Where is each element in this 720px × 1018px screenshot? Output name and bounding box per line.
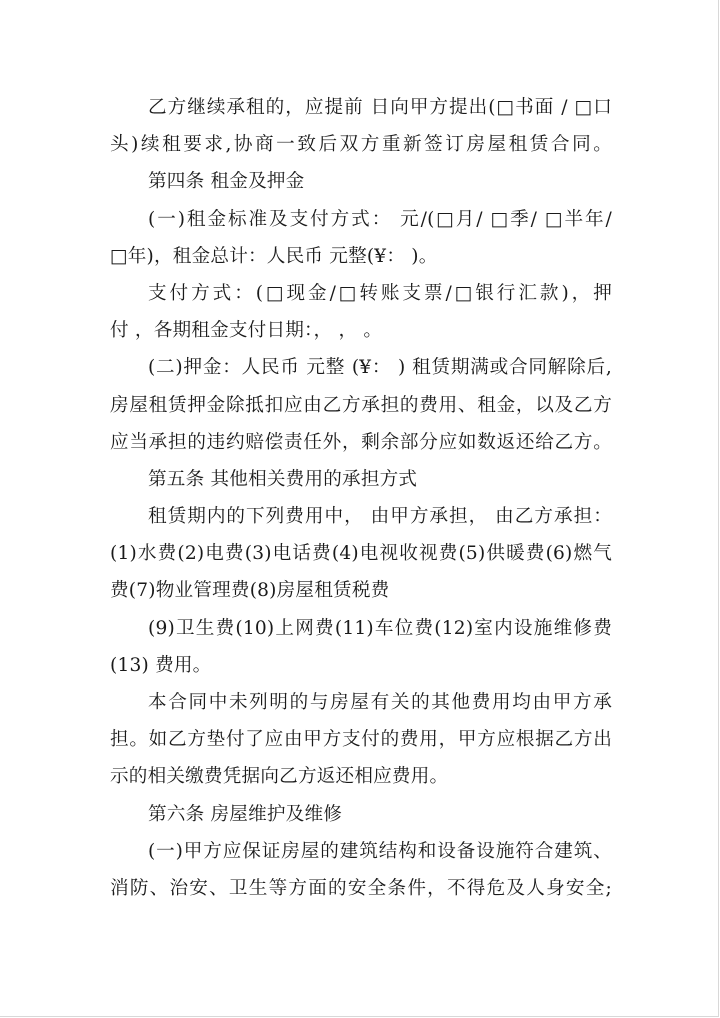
paragraph-line: □年)，租金总计：人民币 元整(¥： )。 (110, 245, 438, 267)
paragraph-line: 头)续租要求,协商一致后双方重新签订房屋租赁合同。 (110, 134, 612, 156)
paragraph-line: 支付方式：(□现金/□转账支票/□银行汇款)，押 (148, 282, 612, 304)
paragraph-line: 房屋租赁押金除抵扣应由乙方承担的费用、租金，以及乙方 (110, 394, 612, 416)
paragraph-line: 消防、治安、卫生等方面的安全条件，不得危及人身安全; (110, 877, 612, 899)
paragraph-line: (一)甲方应保证房屋的建筑结构和设备设施符合建筑、 (148, 840, 612, 862)
paragraph-line: 示的相关缴费凭据向乙方返还相应费用。 (110, 766, 449, 788)
paragraph-line: (9)卫生费(10)上网费(11)车位费(12)室内设施维修费 (148, 617, 612, 639)
paragraph-line: 付 ，各期租金支付日期：， ， 。 (110, 320, 383, 342)
section-heading-5: 第五条 其他相关费用的承担方式 (148, 468, 418, 490)
paragraph-line: (13) 费用。 (110, 654, 212, 676)
paragraph-line: 担。如乙方垫付了应由甲方支付的费用，甲方应根据乙方出 (110, 729, 612, 751)
paragraph-line: 本合同中未列明的与房屋有关的其他费用均由甲方承 (148, 692, 612, 713)
paragraph-line: 乙方继续承租的，应提前 日向甲方提出(□书面 / □口 (148, 97, 612, 118)
paragraph-line: 应当承担的违约赔偿责任外，剩余部分应如数返还给乙方。 (110, 431, 612, 453)
section-heading-6: 第六条 房屋维护及维修 (148, 803, 343, 825)
paragraph-line: 租赁期内的下列费用中， 由甲方承担， 由乙方承担： (148, 506, 612, 528)
document-body (110, 89, 612, 907)
paragraph-line: (一)租金标准及支付方式： 元/(□月/ □季/ □半年/ (148, 208, 612, 230)
section-heading-4: 第四条 租金及押金 (148, 171, 305, 193)
paragraph-line: (1)水费(2)电费(3)电话费(4)电视收视费(5)供暖费(6)燃气 (110, 543, 612, 565)
paragraph-line: 费(7)物业管理费(8)房屋租赁税费 (110, 580, 390, 602)
paragraph-line: (二)押金：人民币 元整 (¥： ) 租赁期满或合同解除后, (148, 357, 612, 379)
